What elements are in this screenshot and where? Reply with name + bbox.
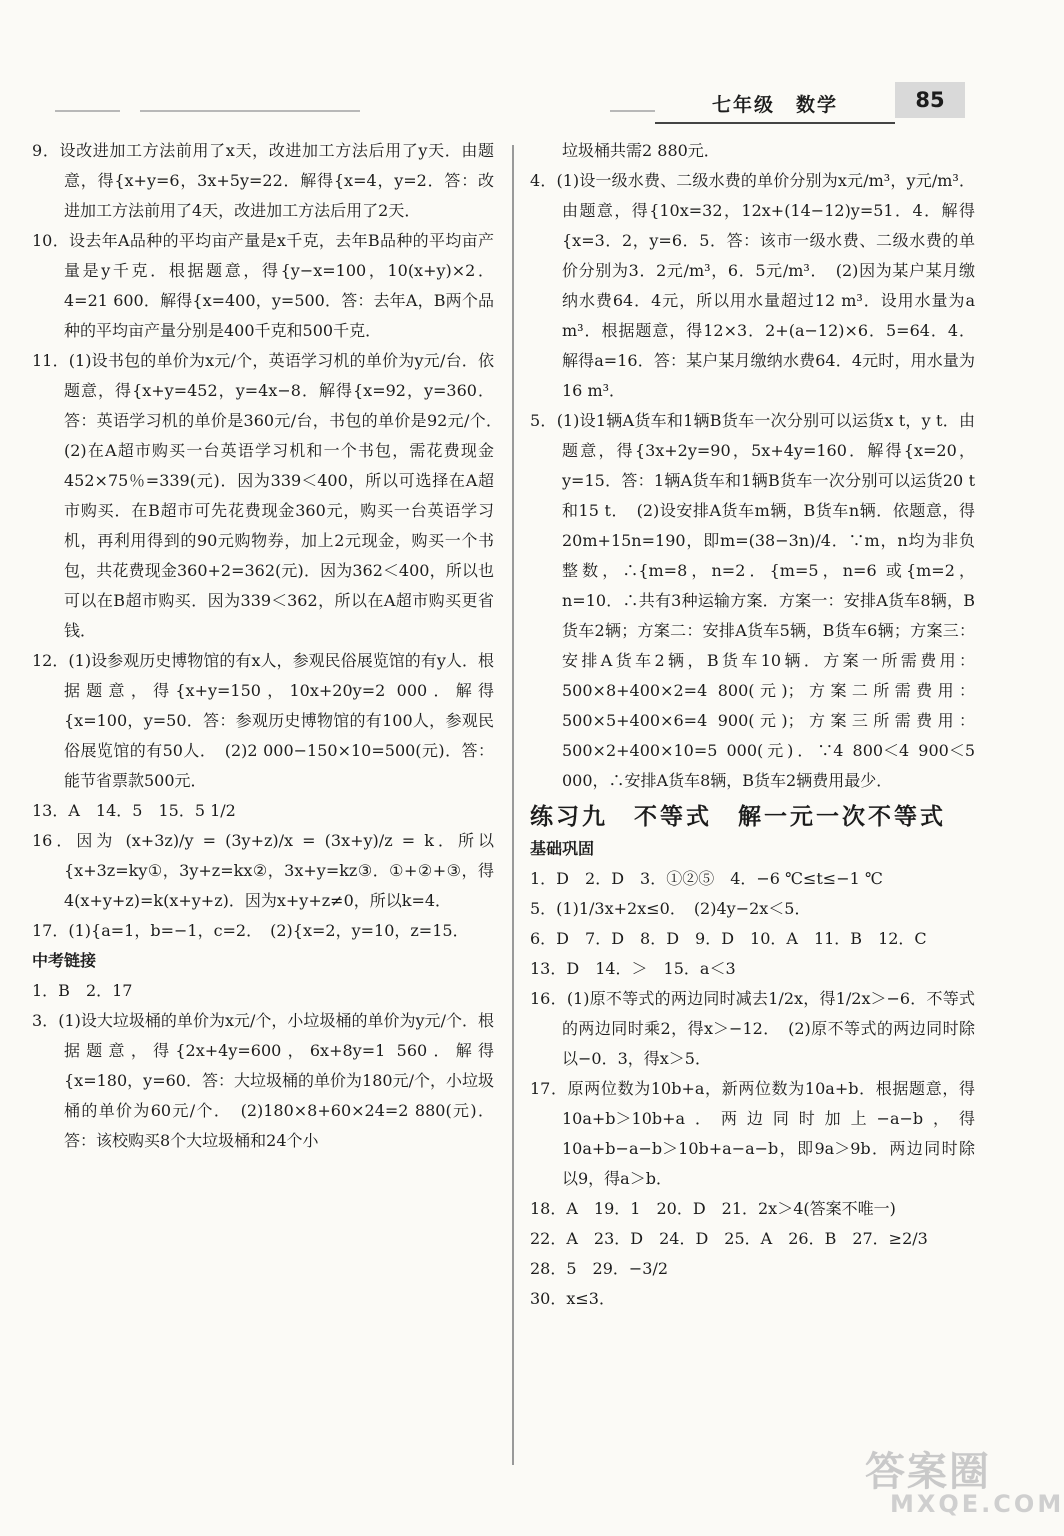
section-title: 练习九 不等式 解一元一次不等式: [530, 804, 946, 830]
answer-18-21: 18．A 19．1 20．D 21．2x＞4(答案不唯一): [530, 1199, 896, 1218]
answer-5: 5．(1)1/3x+2x≤0． (2)4y−2x＜5．: [530, 899, 811, 918]
header-rule: [610, 110, 655, 112]
answer-9: 9．设改进加工方法前用了x天，改进加工方法后用了y天．由题意，得{x+y=6，3x+5y=22．解得{x=4，y=2．答：改进加工方法前用了4天，改进加工方法后用了2天．: [32, 141, 494, 220]
section-subtitle: 基础巩固: [530, 839, 595, 858]
answer-link-4: 4．(1)设一级水费、二级水费的单价分别为x元/m³，y元/m³．由题意，得{10x=32，12x+(14−12)y=51．4．解得{x=3．2，y=6．5．答：该市一级水费、二级水费的单价分别为3．2元/m³，6．5元/m³． (2)因为某户某月缴纳水费64．4元，所以用水量超过12 m³．设用水量为a m³．根据题意，得12×3．2+(a−12)×6．5=64．4．解得a=16．答：某户某月缴纳水费64．4元时，用水量为16 m³．: [530, 171, 975, 400]
answer-6-12: 6．D 7．D 8．D 9．D 10．A 11．B 12．C: [530, 929, 927, 948]
answer-11: 11．(1)设书包的单价为x元/个，英语学习机的单价为y元/台．依题意，得{x+y=452，y=4x−8．解得{x=92，y=360．答：英语学习机的单价是360元/台，书包的单价是92元/个． (2)在A超市购买一台英语学习机和一个书包，需花费现金452×75％=339(元)．因为339＜400，所以可选择在A超市购买．在B超市可先花费现金360元，购买一台英语学习机，再利用得到的90元购物券，加上2元现金，购买一个书包，共花费现金360+2=362(元)．因为362＜400，所以也可以在B超市购买．因为339＜362，所以在A超市购买更省钱．: [32, 351, 511, 640]
answer-30: 30．x≤3．: [530, 1289, 615, 1308]
answer-16: 16．(1)原不等式的两边同时减去1/2x，得1/2x＞−6．不等式的两边同时乘2，得x＞−12． (2)原不等式的两边同时除以−0．3，得x＞5．: [530, 989, 975, 1068]
right-column: [530, 136, 975, 1314]
answer-17: 17．原两位数为10b+a，新两位数为10a+b．根据题意，得10a+b＞10b+a．两边同时加上−a−b，得10a+b−a−b＞10b+a−a−b，即9a＞9b．两边同时除以9，得a＞b．: [530, 1079, 975, 1188]
answer-link-1-2: 1．B 2．17: [32, 981, 133, 1000]
column-divider: [512, 145, 514, 1465]
answer-12: 12．(1)设参观历史博物馆的有x人，参观民俗展览馆的有y人．根据题意，得{x+y=150，10x+20y=2 000．解得{x=100，y=50．答：参观历史博物馆的有100人，参观民俗展览馆的有50人． (2)2 000−150×10=500(元)．答：能节省票款500元．: [32, 651, 494, 790]
page-header: [0, 70, 1043, 130]
left-column: [32, 136, 511, 1156]
answer-16: 16．因为 (x+3z)/y = (3y+z)/x = (3x+y)/z = k．所以 {x+3z=ky①，3y+z=kx②，3x+y=kz③．①+②+③，得4(x+y+z)=k(x+y+z)．因为x+y+z≠0，所以k=4．: [32, 831, 494, 910]
answer-link-5: 5．(1)设1辆A货车和1辆B货车一次分别可以运货x t，y t．由题意，得{3x+2y=90，5x+4y=160．解得{x=20，y=15．答：1辆A货车和1辆B货车一次分别可以运货20 t和15 t． (2)设安排A货车m辆，B货车n辆．依题意，得20m+15n=190，即m=(38−3n)/4．∵m，n均为非负整数，∴{m=8，n=2．{m=5，n=6 或{m=2，n=10．∴共有3种运输方案．方案一：安排A货车8辆，B货车2辆；方案二：安排A货车5辆，B货车6辆；方案三：安排A货车2辆，B货车10辆．方案一所需费用：500×8+400×2=4 800(元)；方案二所需费用：500×5+400×6=4 900(元)；方案三所需费用：500×2+400×10=5 000(元)．∵4 800＜4 900＜5 000，∴安排A货车8辆，B货车2辆费用最少．: [530, 411, 975, 790]
answer-17: 17．(1){a=1，b=−1，c=2． (2){x=2，y=10，z=15．: [32, 921, 469, 940]
answer-28-29: 28．5 29．−3/2: [530, 1259, 669, 1278]
section-subtitle: 中考链接: [32, 951, 97, 970]
answer-1-4: 1．D 2．D 3．①②⑤ 4．−6 ℃≤t≤−1 ℃: [530, 869, 883, 888]
answer-10: 10．设去年A品种的平均亩产量是x千克，去年B品种的平均亩产量是y千克．根据题意，得{y−x=100，10(x+y)×2．4=21 600．解得{x=400，y=500．答：去年A，B两个品种的平均亩产量分别是400千克和500千克．: [32, 231, 494, 340]
answer-13-15: 13．A 14．5 15．5 1/2: [32, 801, 236, 820]
answer-3-continued: 垃圾桶共需2 880元．: [562, 141, 720, 160]
header-rule: [140, 110, 360, 112]
answer-22-27: 22．A 23．D 24．D 25．A 26．B 27．≥2/3: [530, 1229, 928, 1248]
answer-13-15: 13．D 14．＞ 15．a＜3: [530, 959, 736, 978]
watermark-logo: 答案圈: [865, 1449, 991, 1495]
watermark-url: MXQE.COM: [890, 1490, 1064, 1518]
header-rule: [55, 110, 120, 112]
grade-subject: 七年级 数学: [712, 94, 839, 116]
answer-link-3: 3．(1)设大垃圾桶的单价为x元/个，小垃圾桶的单价为y元/个．根据题意，得{2x+4y=600，6x+8y=1 560．解得{x=180，y=60．答：大垃圾桶的单价为180元/个，小垃圾桶的单价为60元/个． (2)180×8+60×24=2 880(元)．答：该校购买8个大垃圾桶和24个小: [32, 1011, 494, 1150]
page-number: 85: [895, 82, 965, 118]
